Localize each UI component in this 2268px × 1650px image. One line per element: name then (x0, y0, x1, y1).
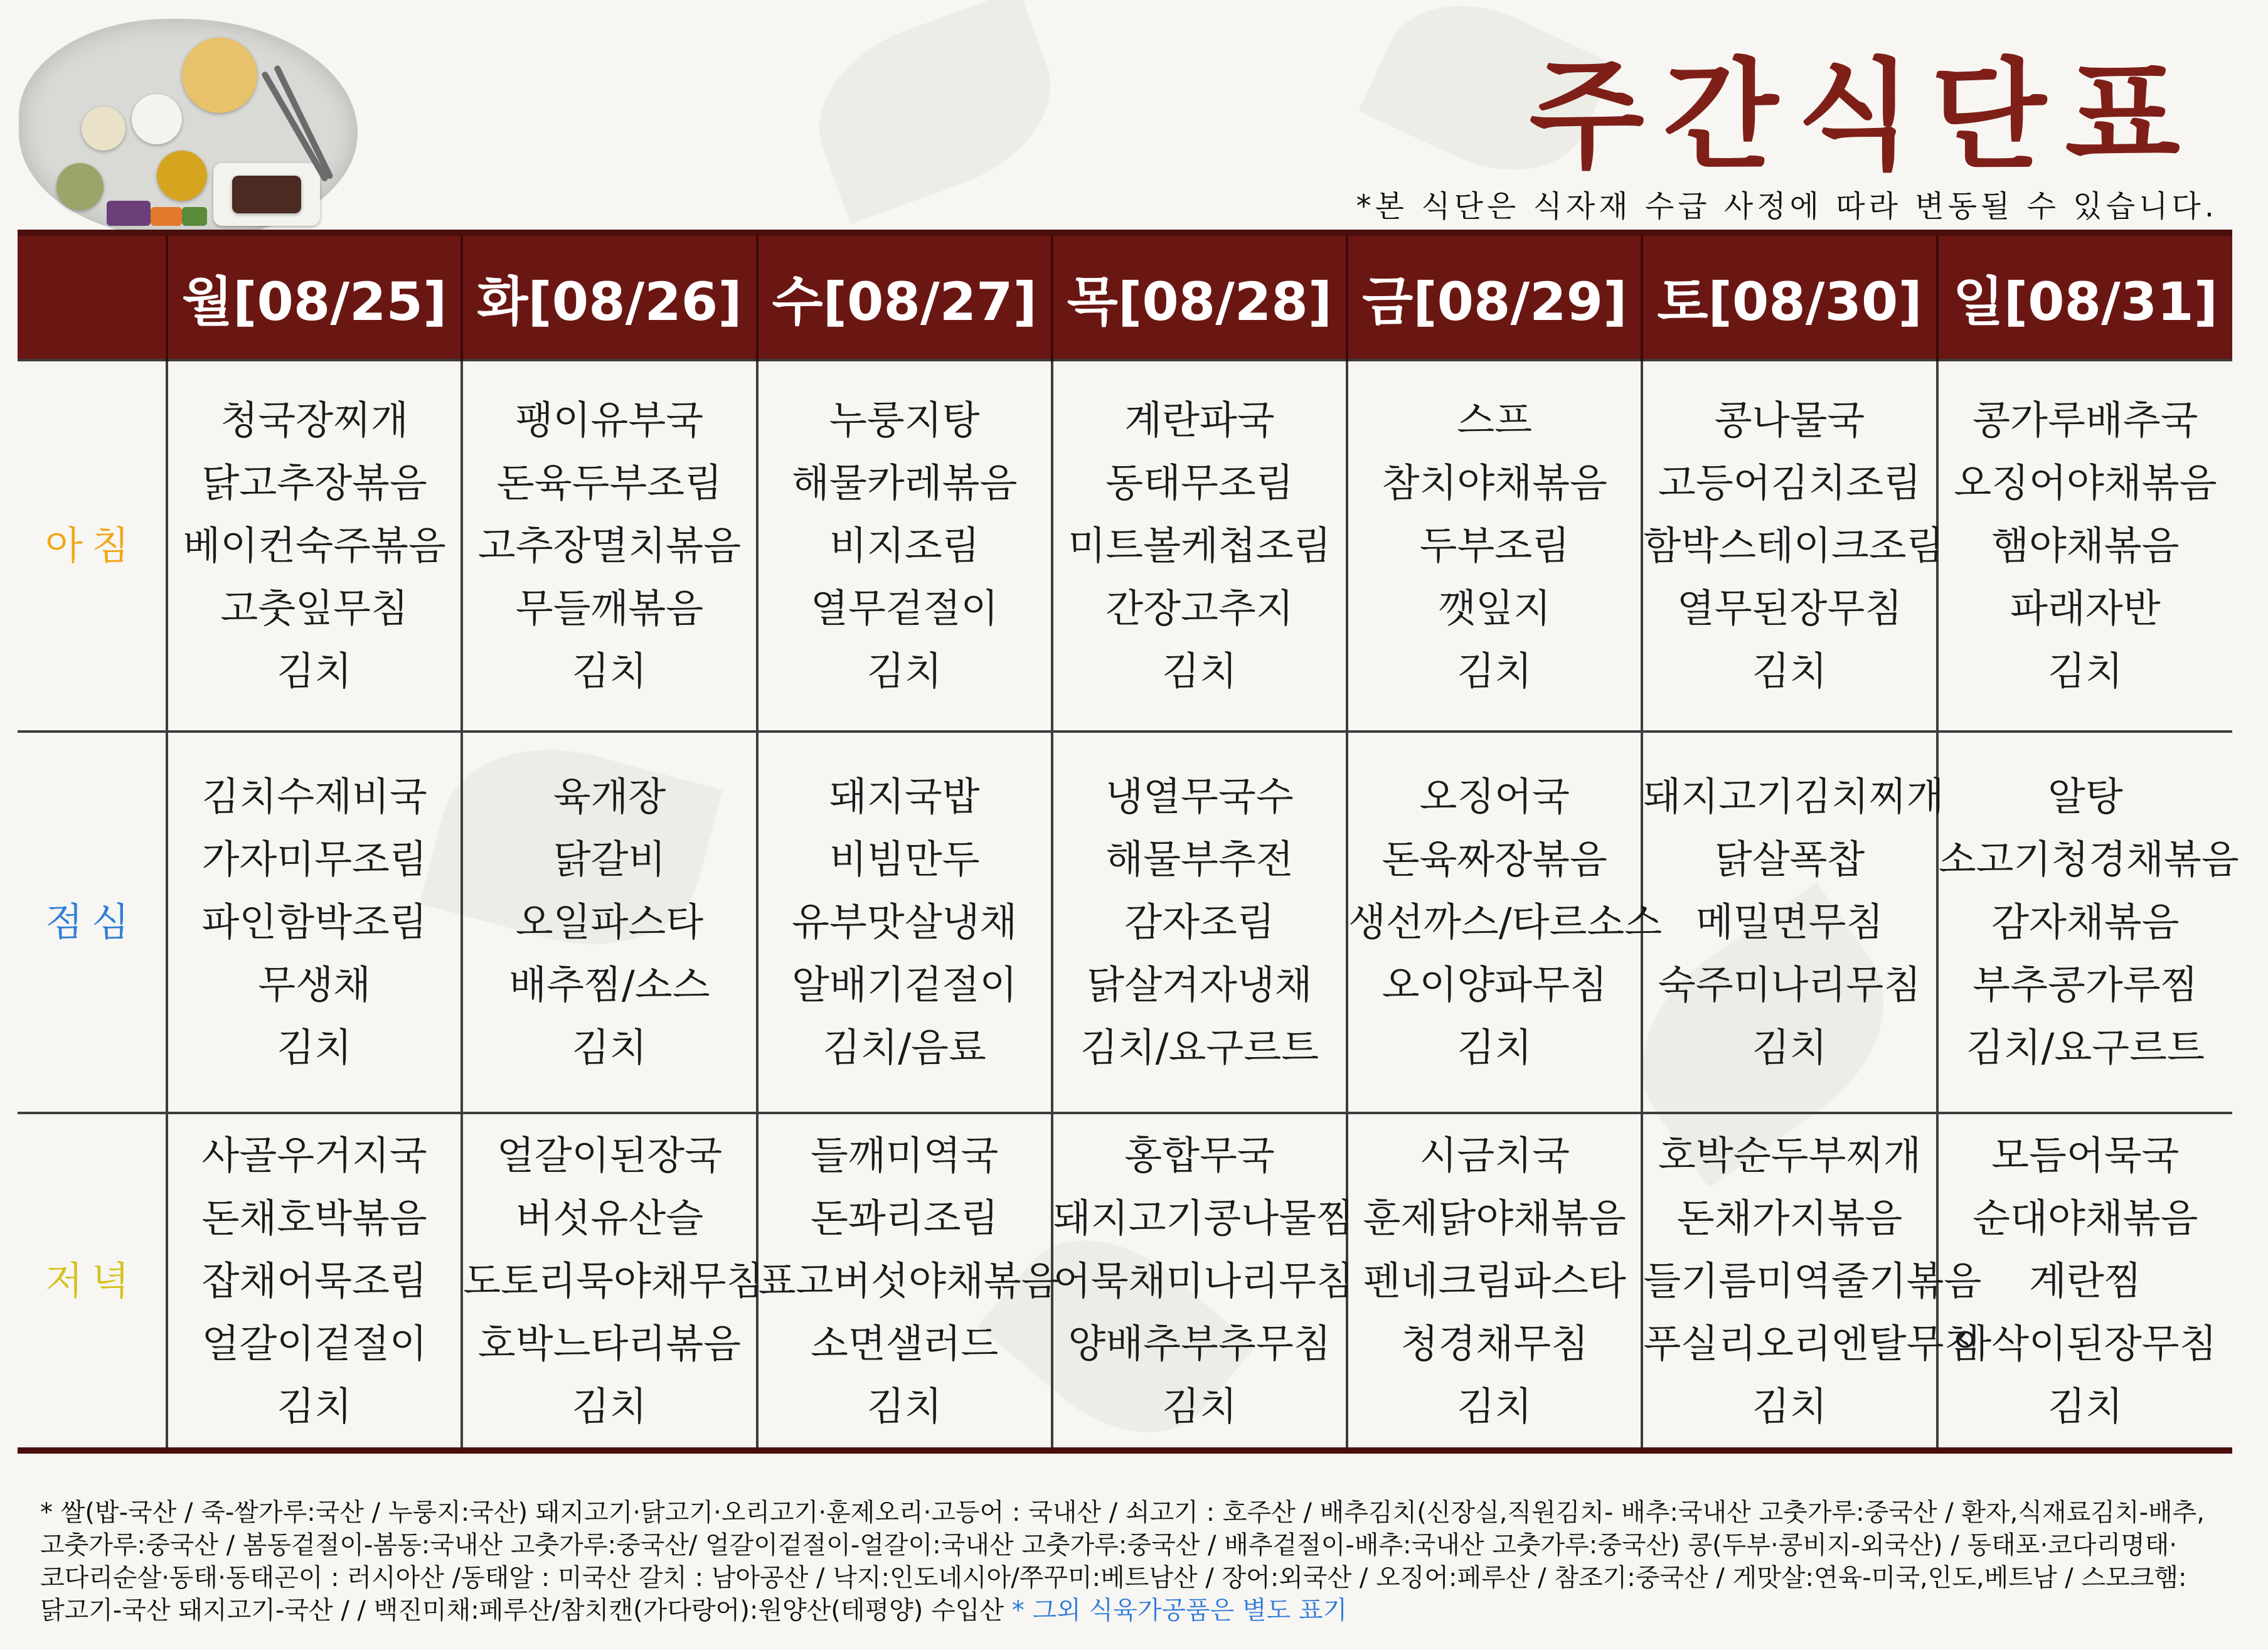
menu-item: 두부조림 (1419, 523, 1570, 568)
menu-cell (1642, 360, 1944, 732)
menu-item: 무생채 (258, 962, 371, 1008)
menu-item: 어묵채미나리무침 (1053, 1257, 1354, 1304)
menu-cell (1347, 360, 1642, 732)
menu-item: 김치 (866, 648, 942, 694)
menu-item: 냉열무국수 (1105, 774, 1294, 819)
menu-item: 김치/음료 (823, 1025, 986, 1070)
menu-cell (1937, 1113, 2232, 1450)
origin-line: 닭고기-국산 돼지고기-국산 / / 백진미채:페루산/참치캔(가다랑어):원양산(테평양) 수입산 * 그외 식육가공품은 별도 표기 (40, 1596, 1348, 1625)
menu-item: 고등어김치조림 (1658, 460, 1922, 506)
menu-item: 메밀면무침 (1695, 899, 1884, 945)
menu-item: 김치 (1752, 1383, 1828, 1429)
menu-item: 비빔만두 (829, 836, 980, 882)
menu-item: 알배기겉절이 (792, 962, 1018, 1008)
day-header-thu: 목[08/28] (1052, 233, 1347, 360)
menu-item: 알탕 (2047, 774, 2123, 819)
menu-item: 깻잎지 (1438, 585, 1552, 631)
menu-cell (757, 360, 1052, 732)
menu-item: 소면샐러드 (810, 1320, 999, 1366)
menu-item: 부추콩가루찜 (1973, 962, 2198, 1008)
menu-item: 시금치국 (1419, 1132, 1570, 1178)
menu-item: 오징어야채볶음 (1954, 460, 2217, 506)
menu-item-list (1938, 765, 2239, 1079)
menu-item: 오일파스타 (515, 899, 704, 945)
menu-item: 아삭이된장무침 (1954, 1320, 2217, 1366)
menu-cell (1052, 360, 1347, 732)
weekly-menu-table (18, 230, 2239, 1454)
menu-cell (167, 732, 462, 1113)
day-header-sat: 토[08/30] (1642, 233, 1937, 360)
menu-item: 고추장멸치볶음 (477, 523, 742, 568)
menu-item-list (1053, 765, 1346, 1079)
menu-item-list (1643, 765, 1944, 1079)
menu-item: 파인함박조림 (201, 899, 427, 945)
menu-item: 팽이유부국 (515, 397, 704, 443)
menu-item: 양배추부추무침 (1068, 1320, 1331, 1366)
meal-label-dinner: 저녁 (18, 1113, 167, 1450)
menu-item: 닭갈비 (553, 836, 666, 882)
meal-row-lunch (18, 732, 2232, 1113)
menu-item: 햄야채볶음 (1991, 523, 2180, 568)
menu-item: 해물카레볶음 (792, 460, 1018, 506)
menu-item: 김치 (1752, 1025, 1828, 1070)
menu-item: 김치 (866, 1383, 942, 1429)
menu-item: 푸실리오리엔탈무침 (1643, 1320, 1982, 1366)
menu-item: 닭살겨자냉채 (1087, 962, 1312, 1008)
menu-item: 얼갈이된장국 (496, 1132, 723, 1178)
menu-item: 육개장 (553, 774, 666, 819)
menu-item: 닭고추장볶음 (201, 460, 427, 506)
table-header-row (18, 233, 2232, 360)
menu-item: 비지조림 (829, 523, 980, 568)
day-header-fri: 금[08/29] (1347, 233, 1642, 360)
menu-item: 숙주미나리무침 (1658, 962, 1922, 1008)
menu-item-list (463, 765, 755, 1079)
menu-cell (757, 732, 1052, 1113)
menu-item: 돈채호박볶음 (201, 1195, 427, 1241)
menu-cell (1052, 732, 1347, 1113)
menu-item: 김치 (1162, 1383, 1237, 1429)
menu-item: 감자조림 (1124, 899, 1275, 945)
menu-item: 김치 (1457, 648, 1533, 694)
menu-item-list (1939, 389, 2232, 703)
meal-label-breakfast: 아침 (18, 360, 167, 732)
menu-item: 김치수제비국 (201, 774, 427, 819)
menu-item: 김치/요구르트 (1966, 1025, 2205, 1070)
menu-item: 김치 (1162, 648, 1237, 694)
menu-item: 버섯유산슬 (515, 1195, 704, 1241)
menu-item: 김치 (277, 1383, 353, 1429)
menu-item: 돼지고기콩나물찜 (1053, 1195, 1354, 1241)
origin-line: * 쌀(밥-국산 / 죽-쌀가루:국산 / 누룽지:국산) 돼지고기·닭고기·오리고기·훈제오리·고등어 : 국내산 / 쇠고기 : 호주산 / 배추김치(신장실,직원김치- 배추:국내산 고춧가루:중국산 / 환자,식재료김치-배추, (40, 1498, 2205, 1527)
meal-label-lunch: 점심 (18, 732, 167, 1113)
menu-item: 청국장찌개 (220, 397, 408, 443)
menu-cell (167, 1113, 462, 1450)
menu-item: 돈육짜장볶음 (1382, 836, 1607, 882)
origin-line: 코다리순살·동태·동태곤이 : 러시아산 /동태알 : 미국산 갈치 : 남아공산 / 낙지:인도네시아/쭈꾸미:베트남산 / 장어:외국산 / 오징어:페루산 / 참조기:중국산 / 게맛살:연육-미국,인도,베트남 / 스모크햄: (40, 1563, 2187, 1592)
background-leaf (795, 0, 1075, 224)
menu-item-list (1348, 1124, 1641, 1438)
menu-item: 누룽지탕 (829, 397, 980, 443)
menu-item: 참치야채볶음 (1382, 460, 1607, 506)
menu-item-list (168, 1124, 461, 1438)
menu-item: 미트볼케첩조림 (1068, 523, 1331, 568)
origin-footnote (40, 1496, 2211, 1627)
menu-item: 김치/요구르트 (1080, 1025, 1319, 1070)
menu-item: 펜네크림파스타 (1363, 1257, 1626, 1304)
day-header-tue: 화[08/26] (462, 233, 757, 360)
menu-item: 콩가루배추국 (1973, 397, 2198, 443)
menu-item-list (168, 389, 461, 703)
menu-item: 김치 (2047, 1383, 2123, 1429)
menu-item: 돼지고기김치찌개 (1643, 774, 1944, 819)
menu-cell (757, 1113, 1059, 1450)
menu-cell (167, 360, 462, 732)
menu-item: 모듬어묵국 (1991, 1132, 2180, 1178)
menu-item: 함박스테이크조림 (1643, 523, 1944, 568)
processed-meat-note: * 그외 식육가공품은 별도 표기 (1004, 1596, 1348, 1625)
menu-item: 김치 (2047, 648, 2123, 694)
menu-item: 생선까스/타르소스 (1348, 899, 1663, 945)
menu-item: 고춧잎무침 (220, 585, 408, 631)
menu-cell (1937, 732, 2239, 1113)
menu-item-list (1348, 765, 1663, 1079)
menu-item: 김치 (1752, 648, 1828, 694)
menu-change-notice: *본 식단은 식자재 수급 사정에 따라 변동될 수 있습니다. (1356, 189, 2218, 224)
menu-item: 동태무조림 (1105, 460, 1294, 506)
menu-cell (1642, 1113, 1982, 1450)
menu-item: 훈제닭야채볶음 (1363, 1195, 1626, 1241)
menu-item: 김치 (572, 1383, 647, 1429)
menu-item-list (1643, 1124, 1982, 1438)
menu-item: 들깨미역국 (810, 1132, 999, 1178)
menu-item-list (1348, 389, 1641, 703)
menu-item: 김치 (572, 648, 647, 694)
menu-cell (1347, 732, 1663, 1113)
menu-item-list (168, 765, 461, 1079)
menu-item: 도토리묵야채무침 (463, 1257, 764, 1304)
menu-cell (462, 1113, 764, 1450)
menu-item: 돈육두부조림 (496, 460, 723, 506)
menu-item: 김치 (572, 1025, 647, 1070)
menu-item: 무들깨볶음 (515, 585, 704, 631)
menu-item: 간장고추지 (1105, 585, 1294, 631)
meal-row-breakfast (18, 360, 2232, 732)
menu-item-list (758, 1124, 1059, 1438)
menu-item: 닭살폭찹 (1714, 836, 1865, 882)
menu-item: 베이컨숙주볶음 (183, 523, 446, 568)
menu-item: 오이양파무침 (1382, 962, 1607, 1008)
menu-cell (1937, 360, 2232, 732)
menu-item-list (463, 1124, 764, 1438)
menu-item-list (759, 389, 1051, 703)
day-header-wed: 수[08/27] (757, 233, 1052, 360)
menu-item: 김치 (1457, 1383, 1533, 1429)
menu-item: 해물부추전 (1105, 836, 1294, 882)
header-corner (18, 233, 167, 360)
menu-cell (1052, 1113, 1354, 1450)
menu-item: 홍합무국 (1124, 1132, 1275, 1178)
menu-item: 돈꽈리조림 (810, 1195, 999, 1241)
origin-line: 고춧가루:중국산 / 봄동겉절이-봄동:국내산 고춧가루:중국산/ 얼갈이겉절이-얼갈이:국내산 고춧가루:중국산 / 배추겉절이-배추:국내산 고춧가루:중국산) 콩(두부·콩비지-외국산) / 동태포·코다리명태· (40, 1531, 2178, 1560)
menu-item: 잡채어묵조림 (201, 1257, 427, 1304)
menu-cell (1347, 1113, 1642, 1450)
menu-item: 열무겉절이 (810, 585, 999, 631)
menu-item: 콩나물국 (1714, 397, 1865, 443)
day-header-mon: 월[08/25] (167, 233, 462, 360)
menu-item: 스프 (1457, 397, 1533, 443)
menu-item: 배추찜/소스 (509, 962, 710, 1008)
menu-item: 호박느타리볶음 (477, 1320, 742, 1366)
menu-cell (1642, 732, 1944, 1113)
menu-item: 돈채가지볶음 (1676, 1195, 1903, 1241)
menu-item: 표고버섯야채볶음 (758, 1257, 1059, 1304)
menu-item: 김치 (277, 1025, 353, 1070)
menu-item: 열무된장무침 (1676, 585, 1903, 631)
menu-item-list (1643, 389, 1944, 703)
menu-cell (462, 360, 757, 732)
menu-item: 청경채무침 (1400, 1320, 1589, 1366)
menu-item: 소고기청경채볶음 (1938, 836, 2239, 882)
menu-item-list (1053, 389, 1346, 703)
menu-item-list (1053, 1124, 1354, 1438)
menu-item: 파래자반 (2010, 585, 2161, 631)
menu-item-list (759, 765, 1051, 1079)
menu-item-list (1939, 1124, 2232, 1438)
menu-item: 오징어국 (1419, 774, 1570, 819)
menu-item: 계란파국 (1124, 397, 1275, 443)
menu-item: 유부맛살냉채 (792, 899, 1018, 945)
menu-cell (462, 732, 757, 1113)
menu-item: 호박순두부찌개 (1658, 1132, 1922, 1178)
menu-item: 가자미무조림 (201, 836, 427, 882)
page-title: 주간식단표 (1529, 46, 2199, 185)
day-header-sun: 일[08/31] (1937, 233, 2232, 360)
menu-item: 순대야채볶음 (1973, 1195, 2198, 1241)
menu-item: 돼지국밥 (829, 774, 980, 819)
menu-item: 김치 (1457, 1025, 1533, 1070)
food-plate-image (19, 19, 358, 238)
menu-item: 계란찜 (2029, 1257, 2142, 1304)
menu-item: 들기름미역줄기볶음 (1643, 1257, 1982, 1304)
menu-item-list (463, 389, 755, 703)
menu-item: 김치 (277, 648, 353, 694)
menu-item: 사골우거지국 (201, 1132, 427, 1178)
menu-item: 감자채볶음 (1991, 899, 2180, 945)
menu-item: 얼갈이겉절이 (201, 1320, 427, 1366)
meal-row-dinner (18, 1113, 2232, 1450)
